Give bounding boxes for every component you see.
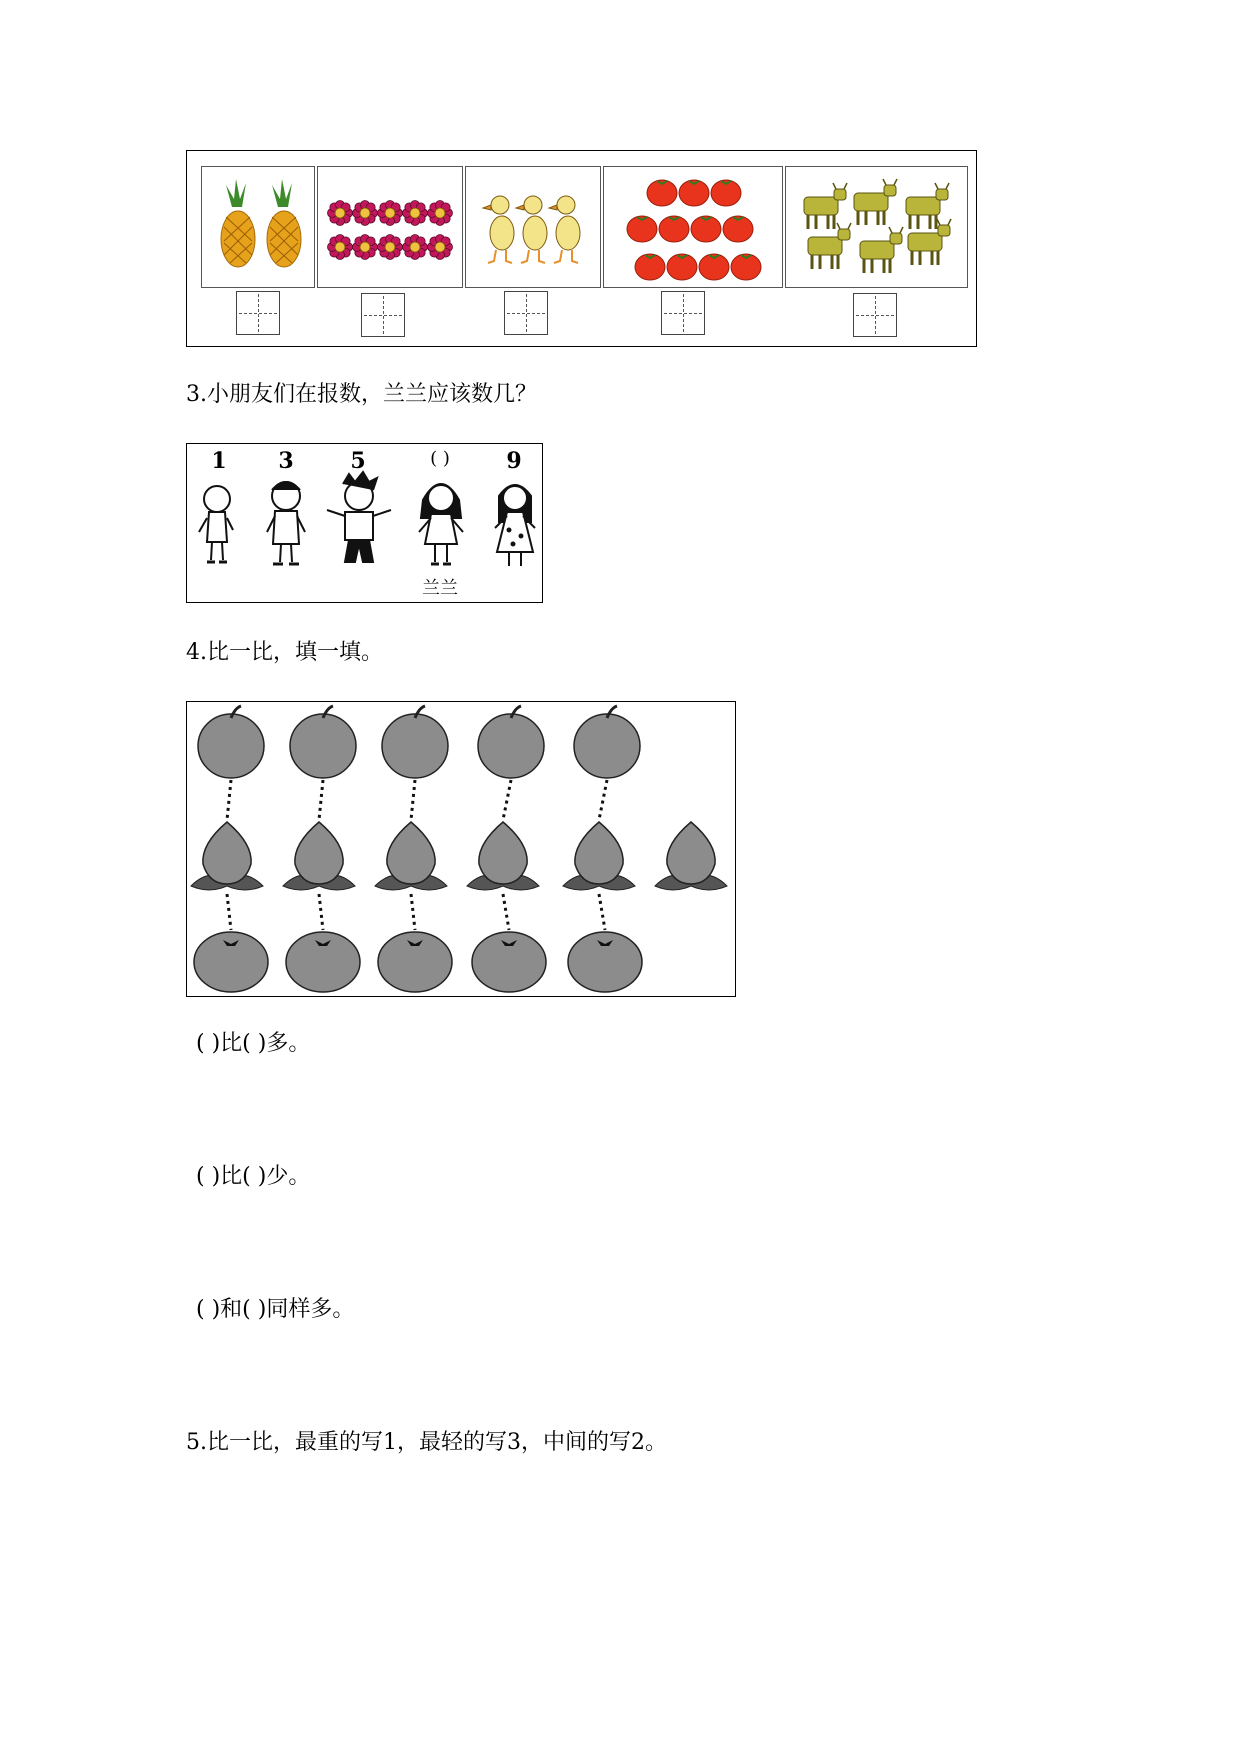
tomato-icon	[604, 167, 782, 285]
cow-icon	[808, 223, 851, 269]
child-number-5: 9	[506, 448, 522, 474]
match-line	[503, 780, 511, 820]
child-number-blank[interactable]: ( )	[430, 448, 450, 469]
duckling-icon	[466, 167, 600, 285]
child-figure	[199, 486, 233, 562]
tomato-gray-icon	[194, 932, 268, 992]
tomato-icon	[731, 254, 761, 280]
tomato-gray-icon	[378, 932, 452, 992]
tomato-icon	[667, 254, 697, 280]
answer-box-tomato[interactable]	[661, 291, 705, 335]
peach-icon	[655, 822, 727, 890]
tomato-icon	[627, 216, 657, 242]
peach-icon	[283, 822, 355, 890]
peach-icon	[375, 822, 447, 890]
peach-icon	[467, 822, 539, 890]
question-3-title: 3.小朋友们在报数，兰兰应该数几？	[186, 382, 537, 407]
flower-icon	[318, 167, 462, 285]
tomato-icon	[723, 216, 753, 242]
flower-icon	[353, 235, 378, 260]
cow-icon	[854, 179, 897, 225]
answer-box-flower[interactable]	[361, 293, 405, 337]
match-line	[503, 894, 509, 930]
match-line	[227, 780, 231, 820]
flower-icon	[428, 235, 453, 260]
counting-figure	[186, 150, 977, 347]
apple-icon	[290, 706, 356, 778]
answer-box-cow[interactable]	[853, 293, 897, 337]
tomato-icon	[679, 180, 709, 206]
flower-icon	[403, 201, 428, 226]
match-line	[599, 894, 605, 930]
child-figure	[327, 472, 391, 562]
tomato-gray-icon	[568, 932, 642, 992]
child-figure	[267, 482, 305, 564]
fill-line-less[interactable]: ( )比( )少。	[196, 1164, 311, 1189]
child-figure	[495, 485, 535, 566]
cow-icon	[804, 183, 847, 229]
duckling-icon	[549, 196, 580, 263]
tomato-icon	[699, 254, 729, 280]
cow-cell	[785, 166, 968, 288]
apple-icon	[382, 706, 448, 778]
flower-cell	[317, 166, 463, 288]
flower-icon	[353, 201, 378, 226]
apple-icon	[574, 706, 640, 778]
child-number-1: 1	[211, 448, 227, 474]
match-line	[319, 780, 323, 820]
child-number-2: 3	[278, 448, 294, 474]
tomato-icon	[659, 216, 689, 242]
tomato-icon	[691, 216, 721, 242]
pineapple-cell	[201, 166, 315, 288]
fruit-comparison-figure	[186, 701, 736, 997]
tomato-icon	[711, 180, 741, 206]
duckling-icon	[483, 196, 514, 263]
match-line	[411, 894, 415, 930]
match-line	[319, 894, 323, 930]
child-name-label: 兰兰	[422, 578, 458, 599]
flower-icon	[378, 201, 403, 226]
counting-children-figure	[186, 443, 543, 603]
flower-icon	[328, 201, 353, 226]
child-number-3: 5	[350, 448, 366, 474]
tomato-gray-icon	[472, 932, 546, 992]
tomato-icon	[647, 180, 677, 206]
tomato-gray-icon	[286, 932, 360, 992]
flower-icon	[428, 201, 453, 226]
match-line	[227, 894, 231, 930]
duckling-icon	[516, 196, 547, 263]
flower-icon	[328, 235, 353, 260]
answer-box-pineapple[interactable]	[236, 291, 280, 335]
flower-icon	[403, 235, 428, 260]
cow-icon	[786, 167, 967, 285]
child-figure-lanlan	[419, 484, 463, 564]
flower-icon	[378, 235, 403, 260]
answer-box-duckling[interactable]	[504, 291, 548, 335]
match-line	[411, 780, 415, 820]
pineapple-icon	[202, 167, 312, 285]
tomato-cell	[603, 166, 783, 288]
duckling-cell	[465, 166, 601, 288]
cow-icon	[906, 183, 949, 229]
question-4-title: 4.比一比，填一填。	[186, 640, 383, 665]
fill-line-equal[interactable]: ( )和( )同样多。	[196, 1297, 355, 1322]
match-line	[599, 780, 607, 820]
fill-line-more[interactable]: ( )比( )多。	[196, 1031, 311, 1056]
tomato-icon	[635, 254, 665, 280]
apple-icon	[198, 706, 264, 778]
question-5-title: 5.比一比，最重的写1，最轻的写3，中间的写2。	[186, 1430, 667, 1455]
peach-icon	[563, 822, 635, 890]
apple-icon	[478, 706, 544, 778]
peach-icon	[191, 822, 263, 890]
cow-icon	[860, 227, 903, 273]
